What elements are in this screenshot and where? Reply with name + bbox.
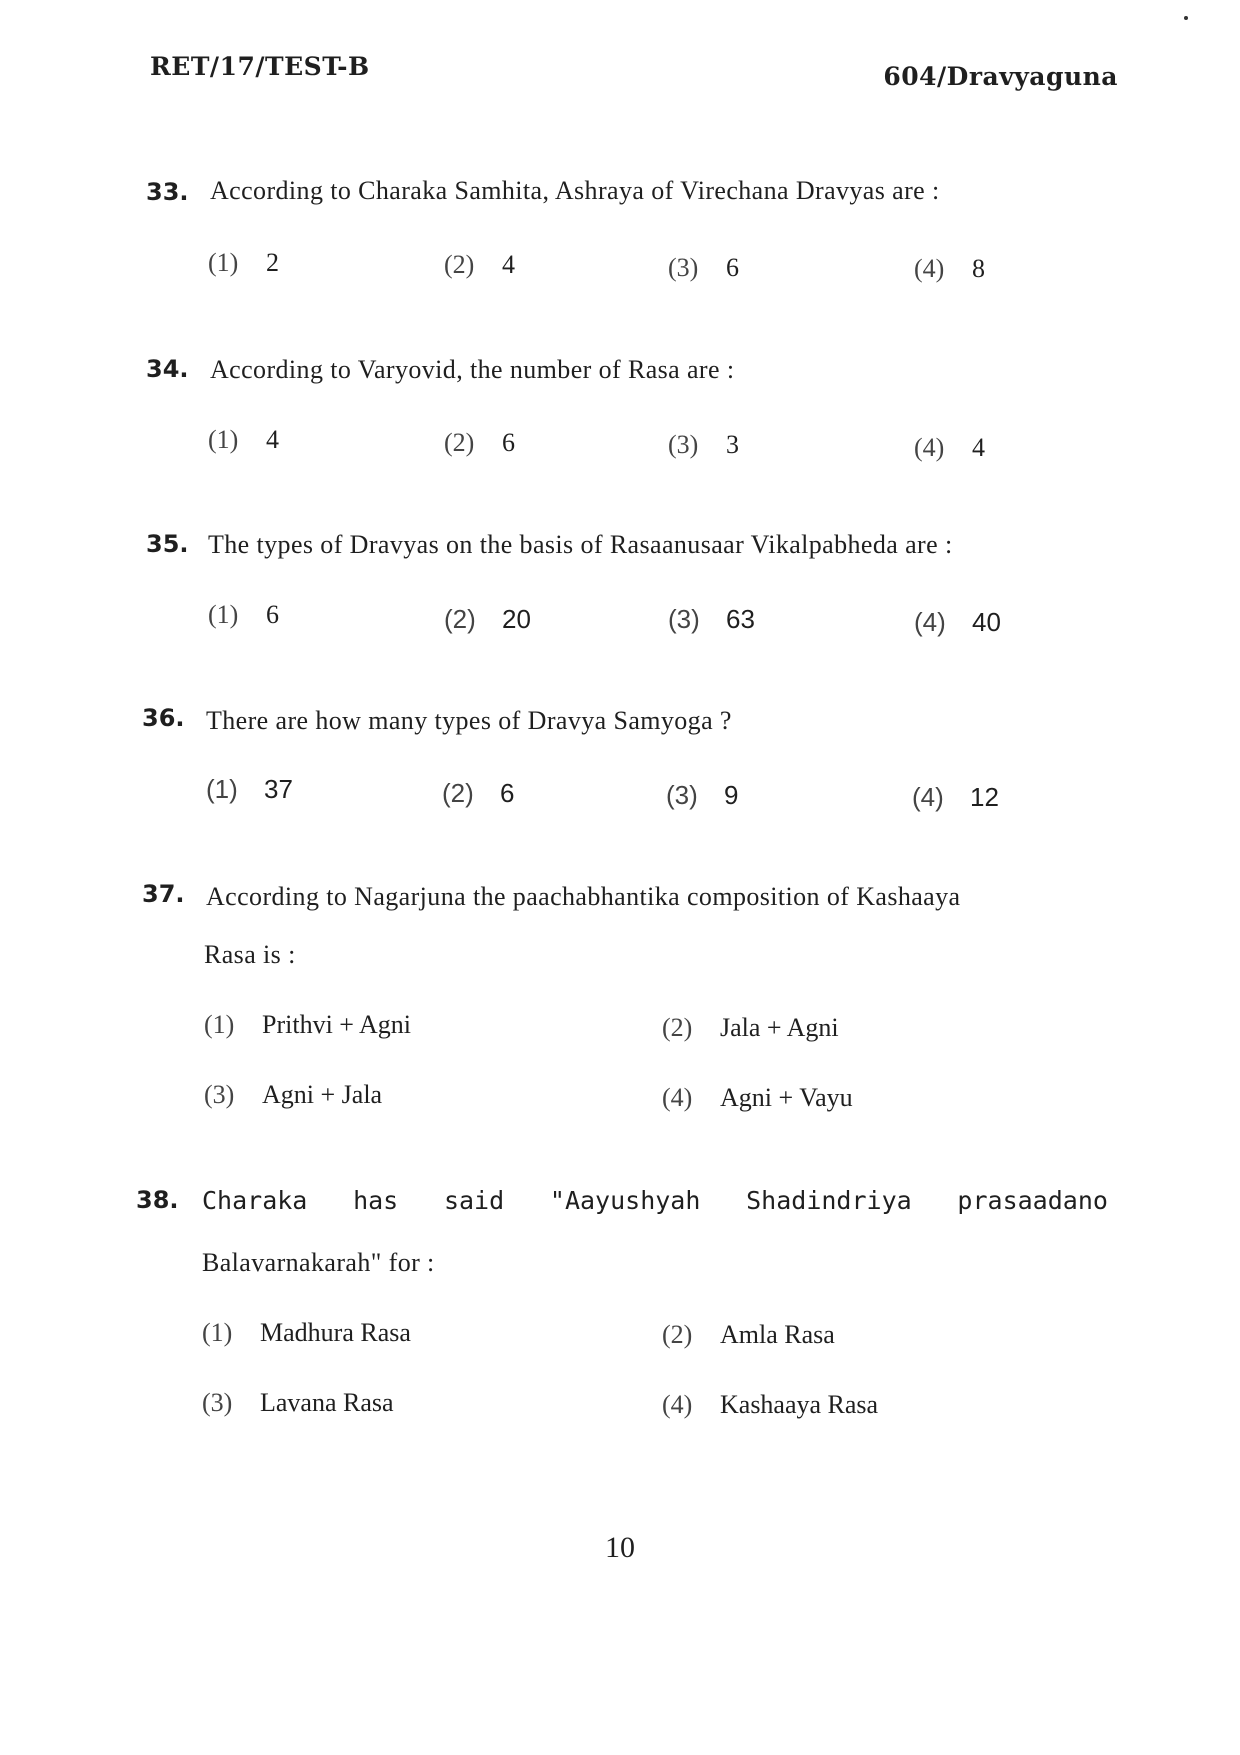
option-1 [208, 248, 279, 278]
option-text: 6 [502, 428, 515, 457]
option-number: (2) [444, 250, 475, 279]
option-3 [666, 780, 738, 811]
page-number: 10 [605, 1531, 635, 1564]
question-word: said [443, 1186, 505, 1215]
option-number: (3) [668, 430, 699, 459]
option-2 [442, 778, 514, 809]
option-number: (2) [442, 778, 474, 808]
question-word: Shadindriya [746, 1186, 912, 1215]
speck-mark [1184, 16, 1188, 20]
option-4 [914, 433, 985, 463]
question-text: According to Varyovid, the number of Rasa are : [210, 355, 735, 384]
question-text: There are how many types of Dravya Samyoga ? [206, 706, 732, 735]
option-1 [206, 774, 293, 805]
option-text: Agni + Vayu [720, 1083, 853, 1112]
option-2 [444, 604, 531, 635]
option-text: 4 [266, 425, 279, 454]
option-4 [914, 254, 985, 284]
question-number: 34. [146, 355, 189, 383]
question-word: has [353, 1186, 399, 1215]
question-text: According to Charaka Samhita, Ashraya of Virechana Dravyas are : [210, 176, 940, 205]
option-number: (4) [914, 254, 945, 283]
subject-code: 604/Dravyaguna [883, 62, 1118, 91]
option-3 [204, 1080, 382, 1110]
option-text: 8 [972, 254, 985, 283]
option-number: (1) [208, 425, 239, 454]
question-text-line-2: Rasa is : [204, 940, 296, 969]
option-text: Madhura Rasa [260, 1318, 411, 1347]
option-text: 63 [726, 604, 755, 634]
option-number: (4) [662, 1083, 693, 1112]
option-text: Kashaaya Rasa [720, 1390, 879, 1419]
option-text: Lavana Rasa [260, 1388, 394, 1417]
option-3 [668, 604, 755, 635]
option-number: (3) [204, 1080, 235, 1109]
option-4 [662, 1083, 853, 1113]
question-number: 38. [136, 1186, 179, 1214]
option-4 [662, 1390, 878, 1420]
option-text: 4 [972, 433, 985, 462]
option-4 [912, 782, 999, 813]
option-number: (1) [204, 1010, 235, 1039]
question-word: "Aayushyah [549, 1186, 701, 1215]
option-text: 9 [724, 780, 739, 810]
test-code: RET/17/TEST-B [150, 52, 370, 81]
option-number: (4) [662, 1390, 693, 1419]
option-number: (4) [912, 782, 944, 812]
question-text-line-1 [202, 1186, 1108, 1215]
option-2 [444, 428, 515, 458]
option-text: 6 [266, 600, 279, 629]
question-text-line-2: Balavarnakarah" for : [202, 1248, 435, 1277]
option-1 [208, 425, 279, 455]
option-number: (1) [202, 1318, 233, 1347]
option-text: 2 [266, 248, 279, 277]
option-number: (3) [668, 253, 699, 282]
option-text: 37 [264, 774, 293, 804]
question-word: prasaadano [957, 1186, 1108, 1215]
option-2 [662, 1013, 839, 1043]
option-4 [914, 607, 1001, 638]
option-3 [202, 1388, 394, 1418]
question-number: 36. [142, 704, 185, 732]
question-number: 35. [146, 530, 189, 558]
option-text: 40 [972, 607, 1001, 637]
option-text: 6 [726, 253, 739, 282]
question-word: Charaka [202, 1186, 308, 1215]
option-number: (3) [666, 780, 698, 810]
question-text-line-1: According to Nagarjuna the paachabhantika composition of Kashaaya [206, 882, 961, 911]
option-2 [662, 1320, 835, 1350]
option-number: (3) [202, 1388, 233, 1417]
option-text: Amla Rasa [720, 1320, 835, 1349]
question-text: The types of Dravyas on the basis of Rasaanusaar Vikalpabheda are : [208, 530, 953, 559]
option-number: (1) [208, 248, 239, 277]
option-number: (2) [444, 604, 476, 634]
option-number: (1) [208, 600, 239, 629]
question-number: 37. [142, 880, 185, 908]
option-text: 12 [970, 782, 999, 812]
option-1 [204, 1010, 411, 1040]
option-number: (1) [206, 774, 238, 804]
option-number: (3) [668, 604, 700, 634]
option-text: Prithvi + Agni [262, 1010, 412, 1039]
option-number: (2) [662, 1013, 693, 1042]
option-1 [208, 600, 279, 630]
option-2 [444, 250, 515, 280]
option-text: 4 [502, 250, 515, 279]
option-text: 3 [726, 430, 739, 459]
option-number: (2) [444, 428, 475, 457]
option-number: (4) [914, 607, 946, 637]
option-3 [668, 253, 739, 283]
option-text: Jala + Agni [720, 1013, 839, 1042]
option-text: 6 [500, 778, 515, 808]
option-text: 20 [502, 604, 531, 634]
option-1 [202, 1318, 411, 1348]
question-number: 33. [146, 178, 189, 206]
option-number: (4) [914, 433, 945, 462]
option-number: (2) [662, 1320, 693, 1349]
option-text: Agni + Jala [262, 1080, 383, 1109]
option-3 [668, 430, 739, 460]
